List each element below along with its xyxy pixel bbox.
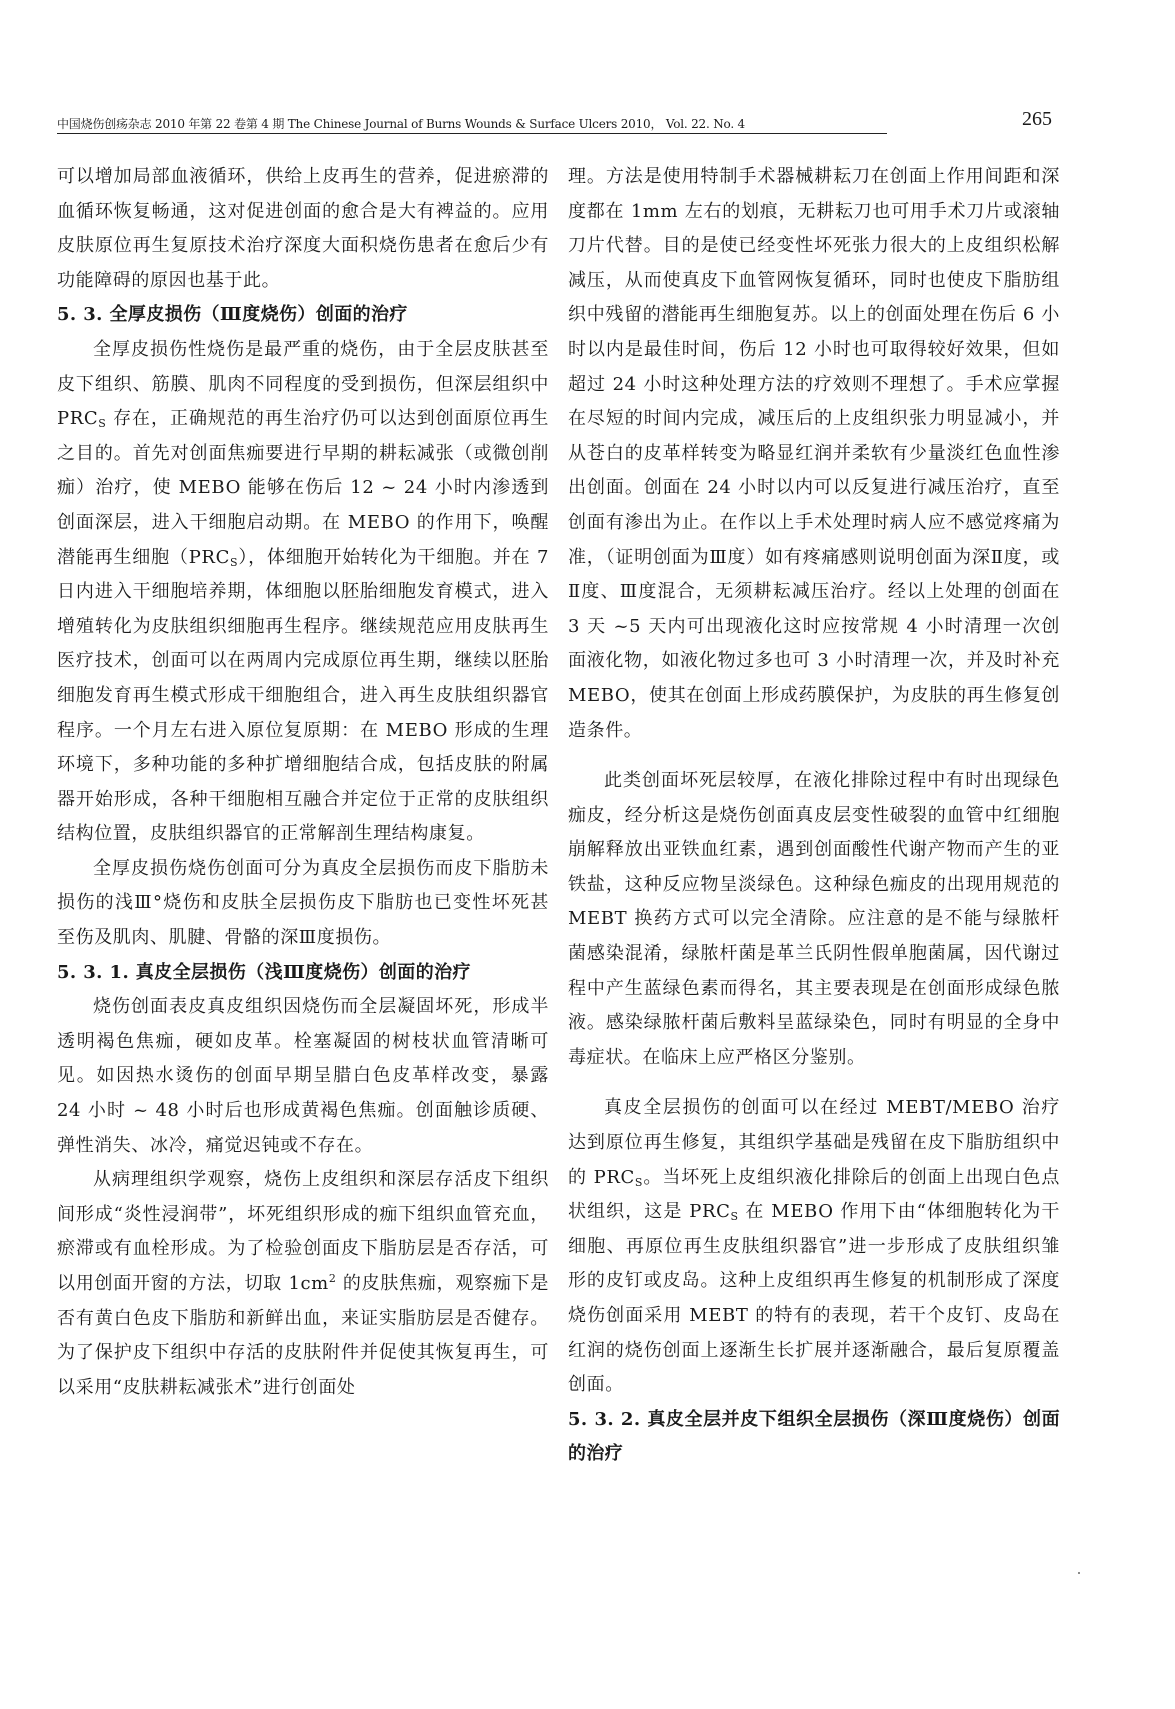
text-run: 存在，正确规范的再生治疗仍可以达到创面原位再生之目的。首先对创面焦痂要进行早期的耕耘减张（或微创削痂）治疗，使 MEBO 能够在伤后 12 ~ 24 小时内渗透到创面深层，进入干细胞启动期。在 MEBO 的作用下，唤醒潜能再生细胞（PRC (57, 408, 549, 568)
subscript: S (634, 1175, 644, 1189)
text-run: ），体细胞开始转化为干细胞。并在 7 日内进入干细胞培养期，体细胞以胚胎细胞发育模式，进入增殖转化为皮肤组织细胞再生程序。继续规范应用皮肤再生医疗技术，创面可以在两周内完成原位再生期，继续以胚胎细胞发育再生模式形成干细胞组合，进入再生皮肤组织器官程序。一个月左右进入原位复原期：在 MEBO 形成的生理环境下，多种功能的多种扩增细胞结合成，包括皮肤的附属器开始形成，各种干细胞相互融合并定位于正常的皮肤组织结构位置，皮肤组织器官的正常解剖生理结构康复。 (57, 546, 549, 845)
subscript: S (98, 417, 107, 431)
text-run: 真皮全层损伤的创面可以在经过 MEBT/MEBO 治疗达到原位再生修复，其组织学基础是残留在皮下脂肪组织中的 PRC (568, 1097, 1060, 1188)
paragraph: 理。方法是使用特制手术器械耕耘刀在创面上作用间距和深度都在 1mm 左右的划痕，无耕耘刀也可用手术刀片或滚轴刀片代替。目的是使已经变性坏死张力很大的上皮组织松解减压，从而使真皮下血管网恢复循环，同时也使皮下脂肪组织中残留的潜能再生细胞复苏。以上的创面处理在伤后 6 小时以内是最佳时间，伤后 12 小时也可取得较好效果，但如超过 24 小时这种处理方法的疗效则不理想了。手术应掌握在尽短的时间内完成，减压后的上皮组织张力明显减小，并从苍白的皮革样转变为略显红润并柔软有少量淡红色血性渗出创面。创面在 24 小时以内可以反复进行减压治疗，直至创面有渗出为止。在作以上手术处理时病人应不感觉疼痛为准，（证明创面为Ⅲ度）如有疼痛感则说明创面为深Ⅱ度，或Ⅱ度、Ⅲ度混合，无须耕耘减压治疗。经以上处理的创面在 3 天 ~5 天内可出现液化这时应按常规 4 小时清理一次创面液化物，如液化物过多也可 3 小时清理一次，并及时补充 MEBO，使其在创面上形成药膜保护，为皮肤的再生修复创造条件。 (568, 166, 1060, 741)
right-column (568, 160, 1060, 1472)
section-heading-5-3: 5. 3. 全厚皮损伤（Ⅲ度烧伤）创面的治疗 (57, 304, 408, 326)
paragraph: 可以增加局部血液循环，供给上皮再生的营养，促进瘀滞的血循环恢复畅通，这对促进创面的愈合是大有裨益的。应用皮肤原位再生复原技术治疗深度大面积烧伤患者在愈后少有功能障碍的原因也基于此。 (57, 166, 549, 291)
text-run: 全厚皮损伤性烧伤是最严重的烧伤，由于全层皮肤甚至皮下组织、筋膜、肌肉不同程度的受到损伤，但深层组织中 PRC (57, 338, 549, 430)
running-header: 中国烧伤创疡杂志 2010 年第 22 卷第 4 期 The Chinese Journal of Burns Wounds & Surface Ulcers 2010， Vol. 22. No. 4 (57, 117, 887, 134)
text-run: 的皮肤焦痂，观察痂下是否有黄白色皮下脂肪和新鲜出血，来证实脂肪层是否健存。为了保护皮下组织中存活的皮肤附件并促使其恢复再生，可以采用“皮肤耕耘减张术”进行创面处 (57, 1273, 549, 1398)
left-column (57, 160, 549, 1405)
text-run: 。当坏死上皮组织液化排除后的创面上出现白色点状组织，这是 PRC (568, 1166, 1060, 1223)
section-heading-5-3-2: 5. 3. 2. 真皮全层并皮下组织全层损伤（深Ⅲ度烧伤）创面的治疗 (568, 1408, 1060, 1465)
text-run: 在 MEBO 作用下由“体细胞转化为干细胞、再原位再生皮肤组织器官”进一步形成了皮肤组织雏形的皮钉或皮岛。这种上皮组织再生修复的机制形成了深度烧伤创面采用 MEBT 的特有的表现，若干个皮钉、皮岛在红润的烧伤创面上逐渐生长扩展并逐渐融合，最后复原覆盖创面。 (568, 1201, 1060, 1396)
page-number: 265 (1022, 108, 1052, 130)
paragraph (57, 1163, 549, 1405)
paragraph (568, 1091, 1060, 1402)
text-run: 从病理组织学观察，烧伤上皮组织和深层存活皮下组织间形成“炎性浸润带”，坏死组织形成的痂下组织血管充血，瘀滞或有血栓形成。为了检验创面皮下脂肪层是否存活，可以用创面开窗的方法，切取 1cm (57, 1169, 549, 1294)
paragraph: 烧伤创面表皮真皮组织因烧伤而全层凝固坏死，形成半透明褐色焦痂，硬如皮革。栓塞凝固的树枝状血管清晰可见。如因热水烫伤的创面早期呈腊白色皮革样改变，暴露 24 小时 ~ 48 小时后也形成黄褐色焦痂。创面触诊质硬、弹性消失、冰冷，痛觉迟钝或不存在。 (57, 996, 549, 1156)
paragraph (57, 333, 549, 852)
superscript: 2 (328, 1272, 337, 1285)
section-heading-5-3-1: 5. 3. 1. 真皮全层损伤（浅Ⅲ度烧伤）创面的治疗 (57, 961, 471, 983)
paragraph: 此类创面坏死层较厚，在液化排除过程中有时出现绿色痂皮，经分析这是烧伤创面真皮层变性破裂的血管中红细胞崩解释放出亚铁血红素，遇到创面酸性代谢产物而产生的亚铁盐，这种反应物呈淡绿色。这种绿色痂皮的出现用规范的 MEBT 换药方式可以完全清除。应注意的是不能与绿脓杆菌感染混淆，绿脓杆菌是革兰氏阴性假单胞菌属，因代谢过程中产生蓝绿色素而得名，其主要表现是在创面形成绿色脓液。感染绿脓杆菌后敷料呈蓝绿染色，同时有明显的全身中毒症状。在临床上应严格区分鉴别。 (568, 770, 1060, 1068)
scan-speck (1078, 1572, 1080, 1574)
paragraph: 全厚皮损伤烧伤创面可分为真皮全层损伤而皮下脂肪未损伤的浅Ⅲ°烧伤和皮肤全层损伤皮下脂肪也已变性坏死甚至伤及肌肉、肌腱、骨骼的深Ⅲ度损伤。 (57, 857, 549, 949)
subscript: S (229, 555, 239, 569)
subscript: S (730, 1210, 739, 1224)
